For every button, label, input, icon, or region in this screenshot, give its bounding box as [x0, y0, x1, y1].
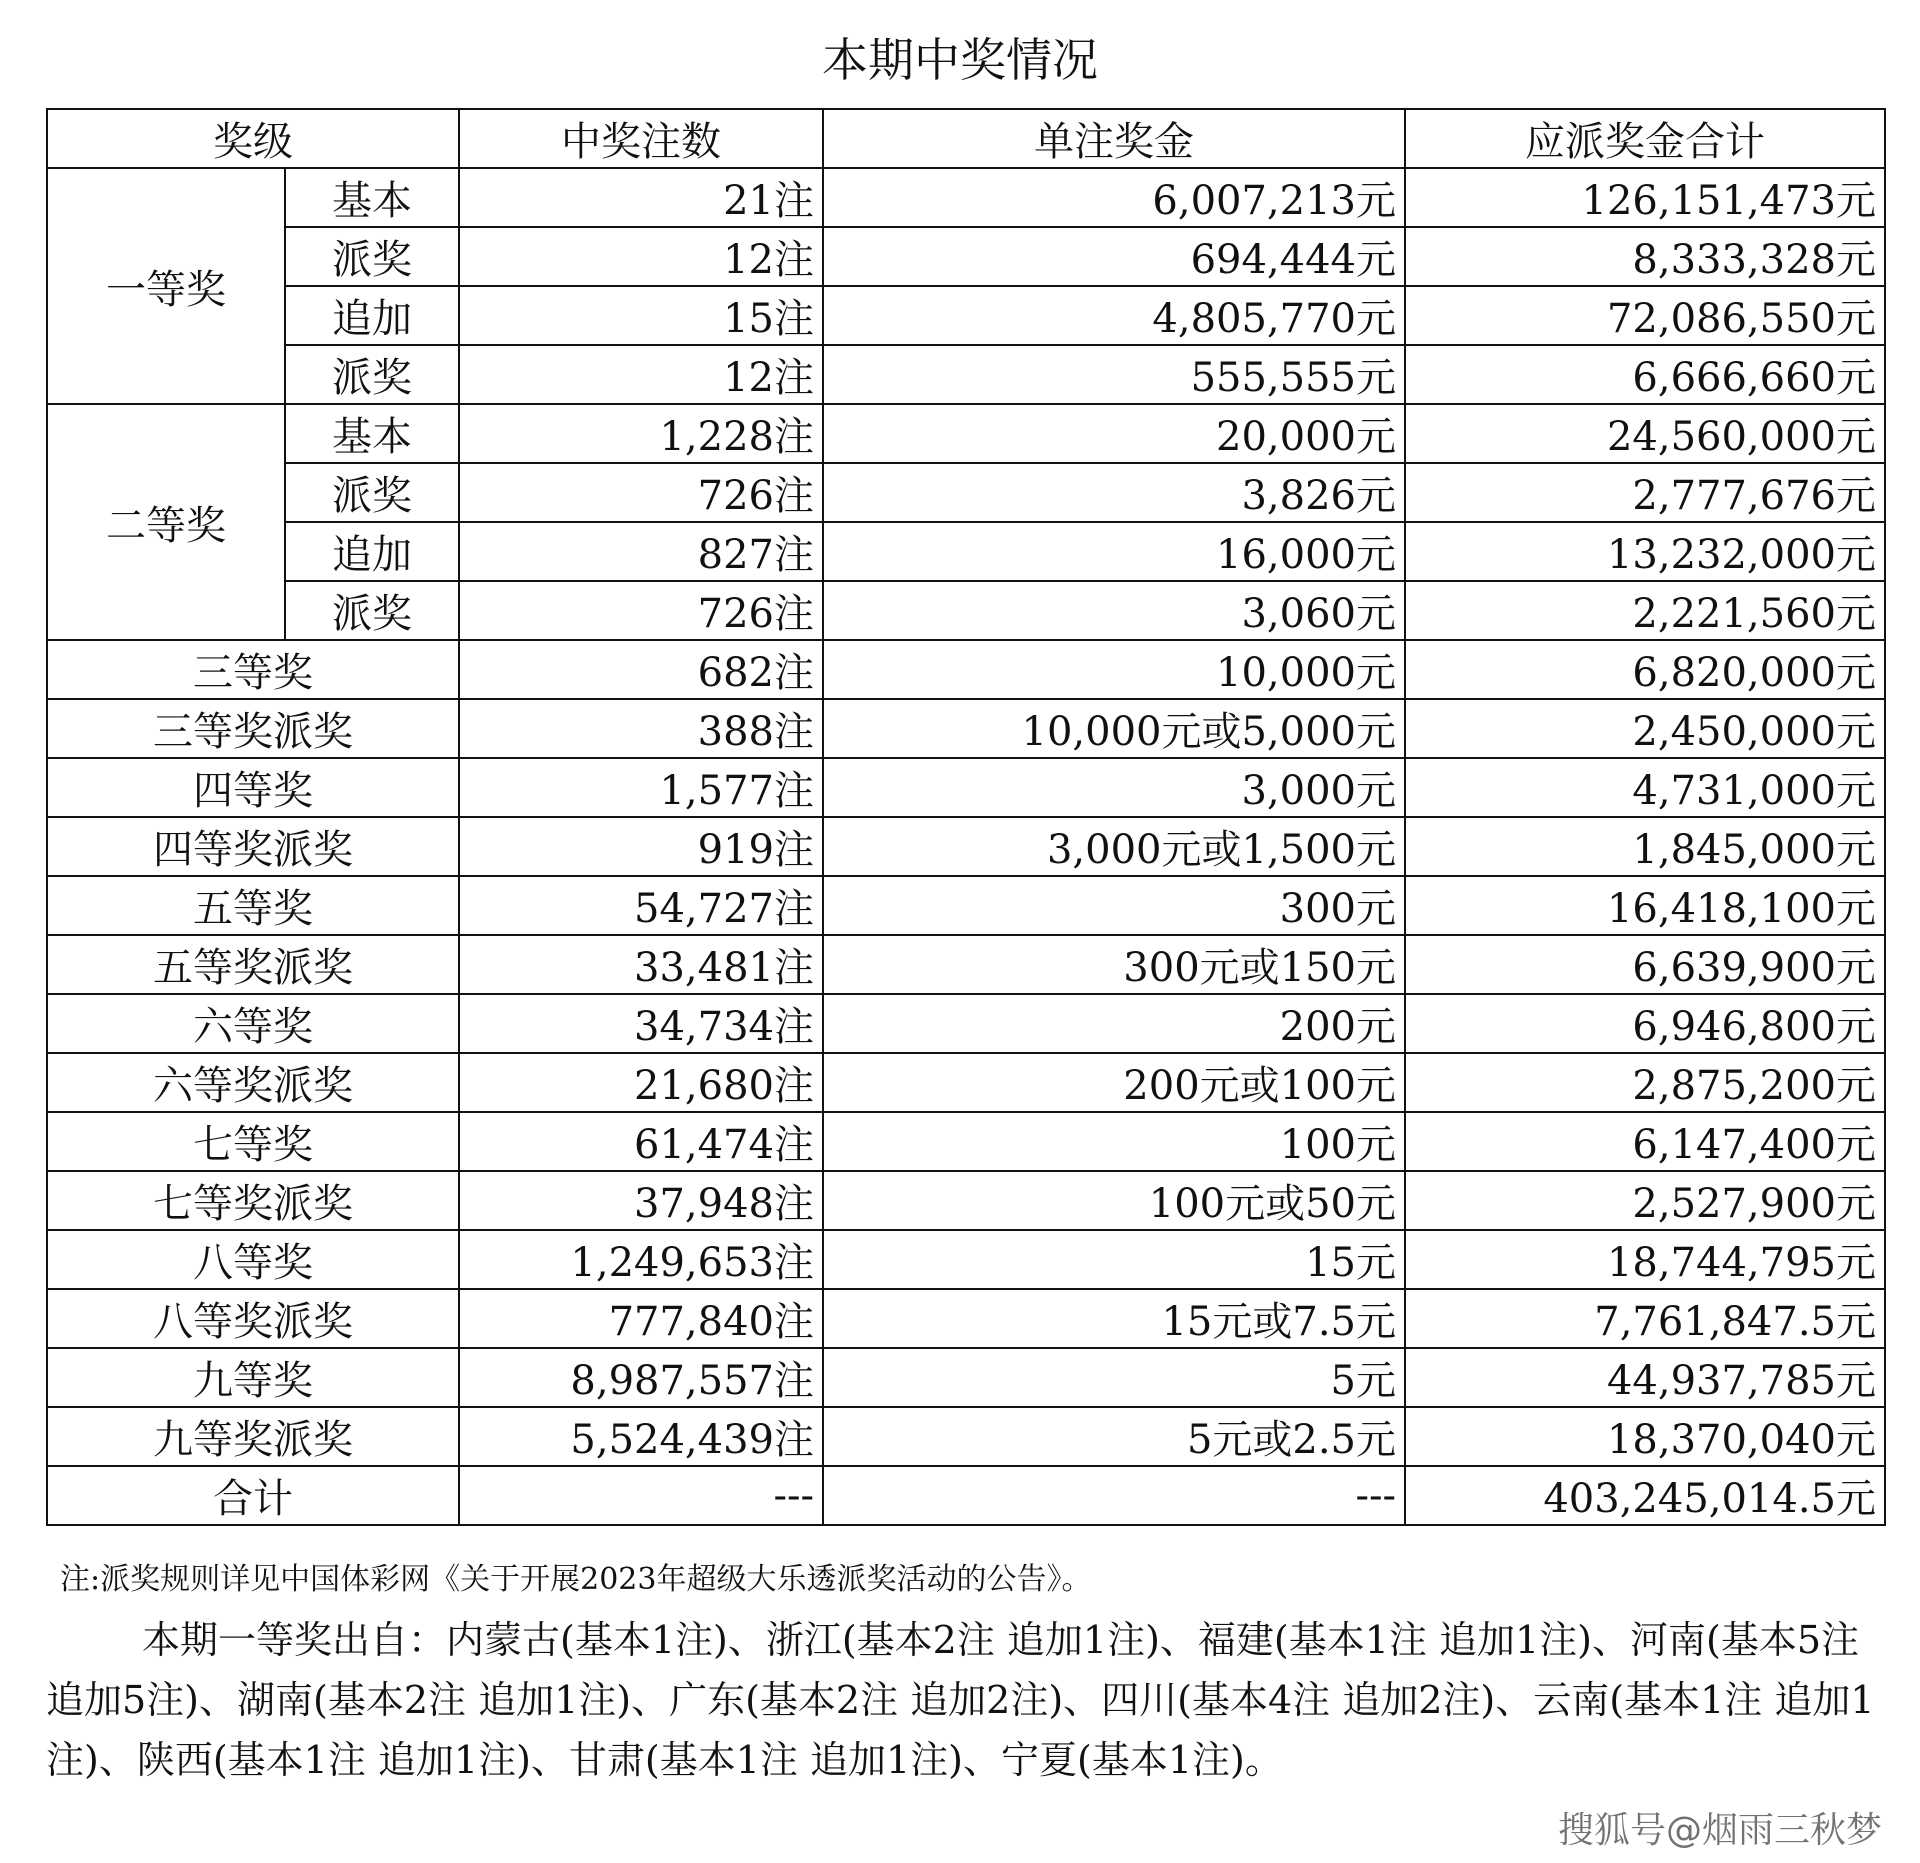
tier-name: 三等奖 — [47, 640, 459, 699]
unit-prize: --- — [823, 1466, 1405, 1525]
total-prize: 4,731,000元 — [1405, 758, 1885, 817]
table-row — [47, 699, 1885, 758]
unit-prize: 16,000元 — [823, 522, 1405, 581]
table-row — [47, 758, 1885, 817]
table-row — [47, 935, 1885, 994]
winner-regions-paragraph: 本期一等奖出自：内蒙古(基本1注)、浙江(基本2注 追加1注)、福建(基本1注 追加1注)、河南(基本5注 追加5注)、湖南(基本2注 追加1注)、广东(基本2注 追加2注)、四川(基本4注 追加2注)、云南(基本1注 追加1注)、陕西(基本1注 追加1注)、甘肃(基本1注 追加1注)、宁夏(基本1注)。 — [46, 1618, 1875, 1782]
win-count: 34,734注 — [459, 994, 823, 1053]
total-prize: 7,761,847.5元 — [1405, 1289, 1885, 1348]
header-tier: 奖级 — [47, 109, 459, 168]
unit-prize: 6,007,213元 — [823, 168, 1405, 227]
prize-table — [46, 108, 1886, 1526]
total-prize: 16,418,100元 — [1405, 876, 1885, 935]
total-prize: 6,666,660元 — [1405, 345, 1885, 404]
unit-prize: 100元 — [823, 1112, 1405, 1171]
tier-name: 三等奖派奖 — [47, 699, 459, 758]
tier-name: 九等奖派奖 — [47, 1407, 459, 1466]
tier-name: 二等奖 — [47, 404, 285, 640]
win-count: 54,727注 — [459, 876, 823, 935]
unit-prize: 20,000元 — [823, 404, 1405, 463]
table-row — [47, 1289, 1885, 1348]
watermark: 搜狐号@烟雨三秋梦 — [1557, 1810, 1882, 1851]
unit-prize: 300元或150元 — [823, 935, 1405, 994]
table-row — [47, 1230, 1885, 1289]
tier-name: 六等奖派奖 — [47, 1053, 459, 1112]
total-prize: 6,639,900元 — [1405, 935, 1885, 994]
win-count: 15注 — [459, 286, 823, 345]
unit-prize: 300元 — [823, 876, 1405, 935]
tier-name: 合计 — [47, 1466, 459, 1525]
unit-prize: 3,000元或1,500元 — [823, 817, 1405, 876]
unit-prize: 200元或100元 — [823, 1053, 1405, 1112]
total-prize: 2,777,676元 — [1405, 463, 1885, 522]
table-row — [47, 404, 1885, 463]
win-count: 919注 — [459, 817, 823, 876]
win-count: 388注 — [459, 699, 823, 758]
unit-prize: 200元 — [823, 994, 1405, 1053]
unit-prize: 10,000元或5,000元 — [823, 699, 1405, 758]
header-count: 中奖注数 — [459, 109, 823, 168]
unit-prize: 100元或50元 — [823, 1171, 1405, 1230]
total-prize: 6,946,800元 — [1405, 994, 1885, 1053]
unit-prize: 3,000元 — [823, 758, 1405, 817]
unit-prize: 15元 — [823, 1230, 1405, 1289]
sub-tier: 派奖 — [285, 581, 459, 640]
unit-prize: 5元 — [823, 1348, 1405, 1407]
tier-name: 八等奖派奖 — [47, 1289, 459, 1348]
table-row — [47, 286, 1885, 345]
sub-tier: 追加 — [285, 522, 459, 581]
unit-prize: 15元或7.5元 — [823, 1289, 1405, 1348]
total-prize: 126,151,473元 — [1405, 168, 1885, 227]
table-row — [47, 581, 1885, 640]
win-count: 12注 — [459, 345, 823, 404]
table-row — [47, 640, 1885, 699]
sub-tier: 派奖 — [285, 227, 459, 286]
table-row — [47, 1171, 1885, 1230]
total-prize: 44,937,785元 — [1405, 1348, 1885, 1407]
win-count: 1,228注 — [459, 404, 823, 463]
win-count: --- — [459, 1466, 823, 1525]
table-row — [47, 522, 1885, 581]
total-prize: 6,820,000元 — [1405, 640, 1885, 699]
win-count: 12注 — [459, 227, 823, 286]
total-prize: 8,333,328元 — [1405, 227, 1885, 286]
table-row — [47, 994, 1885, 1053]
win-count: 21注 — [459, 168, 823, 227]
total-prize: 6,147,400元 — [1405, 1112, 1885, 1171]
total-prize: 403,245,014.5元 — [1405, 1466, 1885, 1525]
win-count: 1,577注 — [459, 758, 823, 817]
total-prize: 1,845,000元 — [1405, 817, 1885, 876]
table-row — [47, 345, 1885, 404]
unit-prize: 3,826元 — [823, 463, 1405, 522]
sub-tier: 基本 — [285, 168, 459, 227]
unit-prize: 4,805,770元 — [823, 286, 1405, 345]
sub-tier: 追加 — [285, 286, 459, 345]
tier-name: 七等奖派奖 — [47, 1171, 459, 1230]
total-row — [47, 1466, 1885, 1525]
total-prize: 72,086,550元 — [1405, 286, 1885, 345]
win-count: 21,680注 — [459, 1053, 823, 1112]
sub-tier: 派奖 — [285, 345, 459, 404]
total-prize: 13,232,000元 — [1405, 522, 1885, 581]
tier-name: 五等奖派奖 — [47, 935, 459, 994]
table-row — [47, 168, 1885, 227]
table-row — [47, 1112, 1885, 1171]
tier-name: 九等奖 — [47, 1348, 459, 1407]
table-row — [47, 227, 1885, 286]
total-prize: 2,221,560元 — [1405, 581, 1885, 640]
win-count: 827注 — [459, 522, 823, 581]
win-count: 61,474注 — [459, 1112, 823, 1171]
tier-name: 四等奖派奖 — [47, 817, 459, 876]
table-row — [47, 1348, 1885, 1407]
page-title: 本期中奖情况 — [822, 33, 1098, 87]
total-prize: 2,875,200元 — [1405, 1053, 1885, 1112]
footnote: 注:派奖规则详见中国体彩网《关于开展2023年超级大乐透派奖活动的公告》。 — [60, 1562, 1092, 1597]
table-row — [47, 1053, 1885, 1112]
sub-tier: 派奖 — [285, 463, 459, 522]
unit-prize: 3,060元 — [823, 581, 1405, 640]
total-prize: 2,450,000元 — [1405, 699, 1885, 758]
unit-prize: 10,000元 — [823, 640, 1405, 699]
table-header-row — [47, 109, 1885, 168]
total-prize: 2,527,900元 — [1405, 1171, 1885, 1230]
win-count: 33,481注 — [459, 935, 823, 994]
total-prize: 18,744,795元 — [1405, 1230, 1885, 1289]
unit-prize: 5元或2.5元 — [823, 1407, 1405, 1466]
win-count: 777,840注 — [459, 1289, 823, 1348]
unit-prize: 694,444元 — [823, 227, 1405, 286]
header-unit-prize: 单注奖金 — [823, 109, 1405, 168]
tier-name: 七等奖 — [47, 1112, 459, 1171]
tier-name: 八等奖 — [47, 1230, 459, 1289]
win-count: 1,249,653注 — [459, 1230, 823, 1289]
win-count: 5,524,439注 — [459, 1407, 823, 1466]
win-count: 37,948注 — [459, 1171, 823, 1230]
header-total-prize: 应派奖金合计 — [1405, 109, 1885, 168]
table-row — [47, 817, 1885, 876]
table-row — [47, 1407, 1885, 1466]
tier-name: 一等奖 — [47, 168, 285, 404]
tier-name: 五等奖 — [47, 876, 459, 935]
win-count: 726注 — [459, 581, 823, 640]
win-count: 682注 — [459, 640, 823, 699]
table-row — [47, 876, 1885, 935]
total-prize: 18,370,040元 — [1405, 1407, 1885, 1466]
sub-tier: 基本 — [285, 404, 459, 463]
tier-name: 六等奖 — [47, 994, 459, 1053]
table-row — [47, 463, 1885, 522]
tier-name: 四等奖 — [47, 758, 459, 817]
win-count: 8,987,557注 — [459, 1348, 823, 1407]
total-prize: 24,560,000元 — [1405, 404, 1885, 463]
win-count: 726注 — [459, 463, 823, 522]
unit-prize: 555,555元 — [823, 345, 1405, 404]
